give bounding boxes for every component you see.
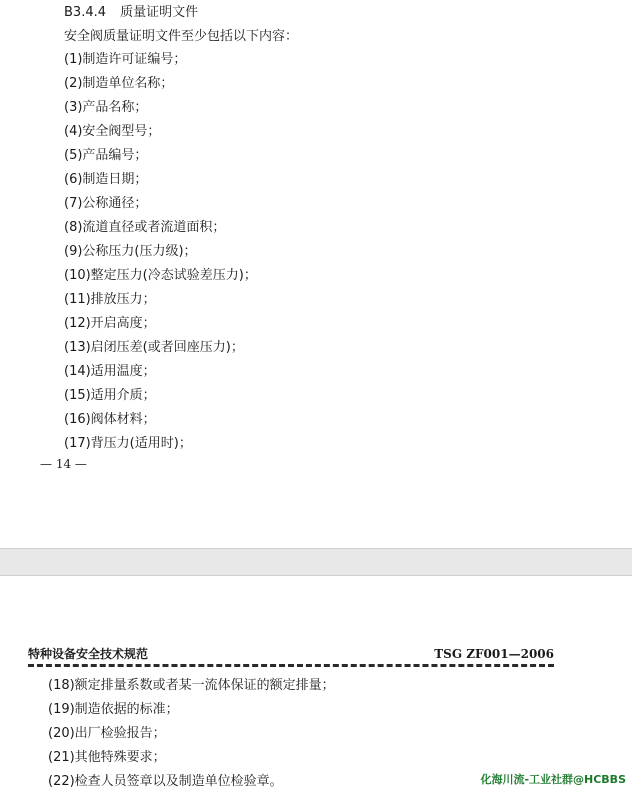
page-number: — 14 — xyxy=(40,457,87,471)
list-item: (8)流道直径或者流道面积； xyxy=(64,220,226,235)
list-item: (9)公称压力(压力级)； xyxy=(64,244,197,259)
list-item: (4)安全阀型号； xyxy=(64,124,161,139)
document-page-bottom xyxy=(0,576,632,797)
requirement-list-continued xyxy=(48,676,335,796)
list-item: (20)出厂检验报告； xyxy=(48,726,166,741)
list-item: (1)制造许可证编号； xyxy=(64,52,187,67)
list-item: (17)背压力(适用时)； xyxy=(64,436,192,451)
requirement-list xyxy=(64,50,257,458)
list-item: (5)产品编号； xyxy=(64,148,148,163)
list-item: (6)制造日期； xyxy=(64,172,148,187)
running-header-title: 特种设备安全技术规范 xyxy=(28,647,149,661)
list-item: (13)启闭压差(或者回座压力)； xyxy=(64,340,244,355)
page-separator xyxy=(0,548,632,576)
section-heading xyxy=(64,4,198,22)
running-header-code: TSG ZF001—2006 xyxy=(434,647,554,661)
list-item: (11)排放压力； xyxy=(64,292,156,307)
list-item: (14)适用温度； xyxy=(64,364,156,379)
section-title: 质量证明文件 xyxy=(120,5,199,20)
list-item: (19)制造依据的标准； xyxy=(48,702,179,717)
list-item: (22)检查人员签章以及制造单位检验章。 xyxy=(48,774,283,789)
list-item: (15)适用介质； xyxy=(64,388,156,403)
list-item: (21)其他特殊要求； xyxy=(48,750,166,765)
list-item: (10)整定压力(冷态试验差压力)； xyxy=(64,268,257,283)
list-item: (7)公称通径； xyxy=(64,196,148,211)
list-item: (12)开启高度； xyxy=(64,316,156,331)
section-number: B3.4.4 xyxy=(64,5,106,20)
list-item: (2)制造单位名称； xyxy=(64,76,174,91)
watermark-text: 化海川流-工业社群@HCBBS xyxy=(480,773,626,786)
list-item: (18)额定排量系数或者某一流体保证的额定排量； xyxy=(48,678,335,693)
intro-paragraph: 安全阀质量证明文件至少包括以下内容： xyxy=(64,29,299,44)
header-divider xyxy=(28,664,554,667)
list-item: (16)阀体材料； xyxy=(64,412,156,427)
list-item: (3)产品名称； xyxy=(64,100,148,115)
